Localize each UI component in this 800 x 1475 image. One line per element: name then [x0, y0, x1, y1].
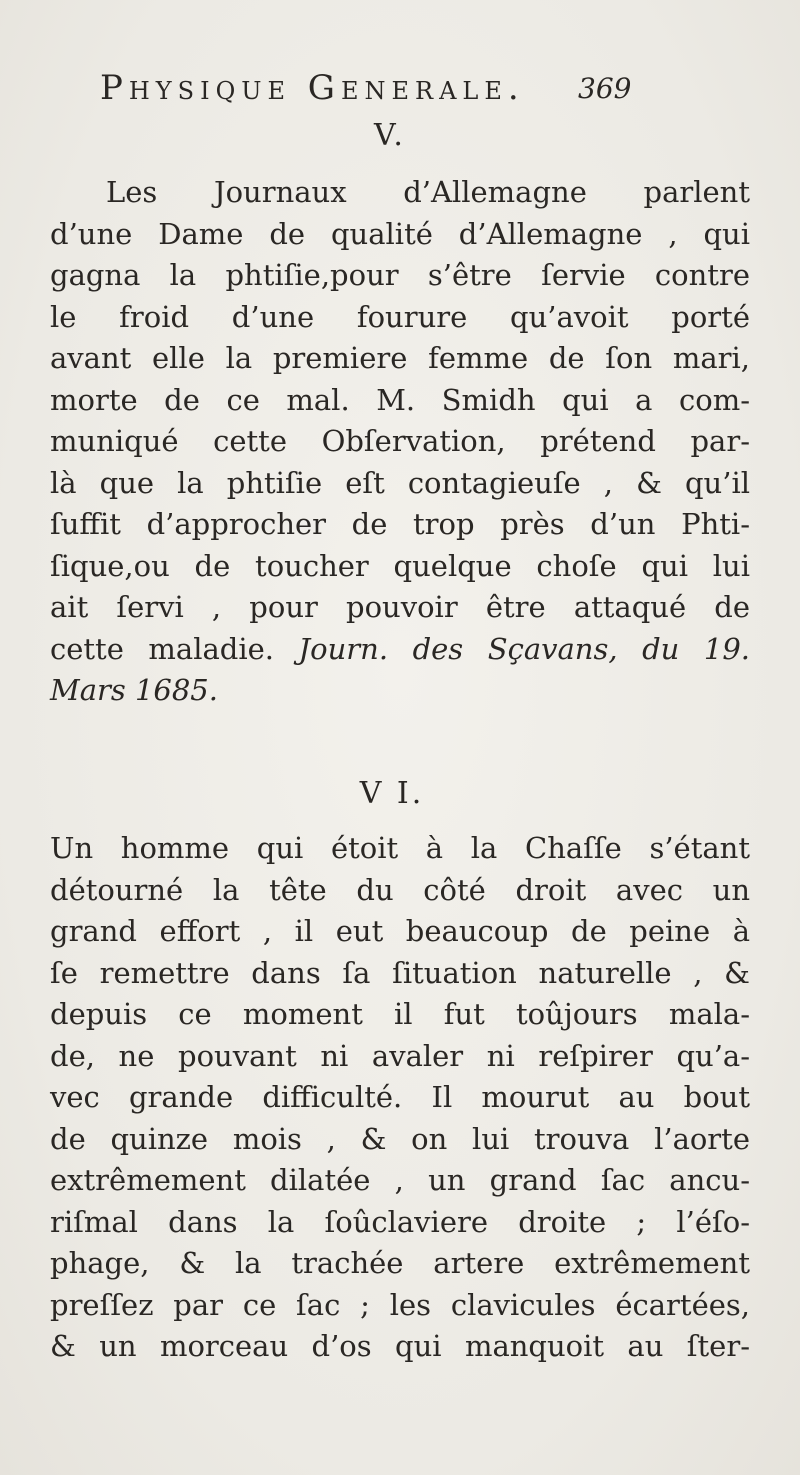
text-line: Les Journaux d’Allemagne parlent	[106, 175, 750, 209]
running-title: Physique Generale.	[100, 68, 525, 108]
text-line: ſe remettre dans ſa ſituation naturelle , &	[50, 955, 750, 990]
text-line: morte de ce mal. M. Smidh qui a com-	[50, 382, 750, 417]
text-line: ait ſervi , pour pouvoir être attaqué de	[50, 590, 750, 624]
text-line: de quinze mois , & on lui trouva l’aorte	[50, 1121, 750, 1156]
text-line: depuis ce moment il fut toûjours mala-	[50, 997, 750, 1031]
text-line	[50, 629, 750, 671]
text-line: ſique,ou de toucher quelque choſe qui lui	[50, 548, 750, 583]
paragraph	[50, 828, 750, 1368]
text-line: le froid d’une fourure qu’avoit porté	[50, 299, 750, 334]
text-line: d’une Dame de qualité d’Allemagne , qui	[50, 216, 750, 251]
text-line: grand effort , il eut beaucoup de peine à	[50, 914, 750, 948]
text-line: muniqué cette Obſervation, prétend par-	[50, 424, 750, 458]
text-line: là que la phtiſie eſt contagieuſe , & qu’il	[50, 465, 750, 500]
text-line: de, ne pouvant ni avaler ni reſpirer qu’a-	[50, 1038, 750, 1073]
text-fragment: cette maladie.	[50, 631, 299, 666]
text-line: riſmal dans la ſoûclaviere droite ; l’éſo-	[50, 1204, 750, 1239]
text-line: vec grande difficulté. Il mourut au bout	[50, 1080, 750, 1114]
text-line: gagna la phtiſie,pour s’être ſervie contre	[50, 258, 750, 292]
text-line: Un homme qui étoit à la Chaſſe s’étant	[50, 831, 750, 865]
text-line: phage, & la trachée artere extrêmement	[50, 1246, 750, 1280]
text-line	[50, 670, 750, 712]
text-line: preſſez par ce ſac ; les clavicules écartées,	[50, 1287, 750, 1322]
text-line: extrêmement dilatée , un grand ſac ancu-	[50, 1163, 750, 1197]
paragraph	[50, 172, 750, 712]
text-line: & un morceau d’os qui manquoit au ſter-	[50, 1329, 750, 1363]
text-line: détourné la tête du côté droit avec un	[50, 872, 750, 907]
text-line: avant elle la premiere femme de ſon mari,	[50, 341, 750, 375]
text-line: ſuffit d’approcher de trop près d’un Phti-	[50, 507, 750, 541]
citation-date: , du 19.	[608, 631, 750, 666]
section-number: V.	[374, 118, 406, 153]
page-number: 369	[578, 72, 632, 105]
citation-year: Mars 1685.	[50, 673, 218, 707]
citation-journal: Journ. des Sçavans	[298, 631, 609, 666]
section-number: V I.	[359, 776, 425, 811]
